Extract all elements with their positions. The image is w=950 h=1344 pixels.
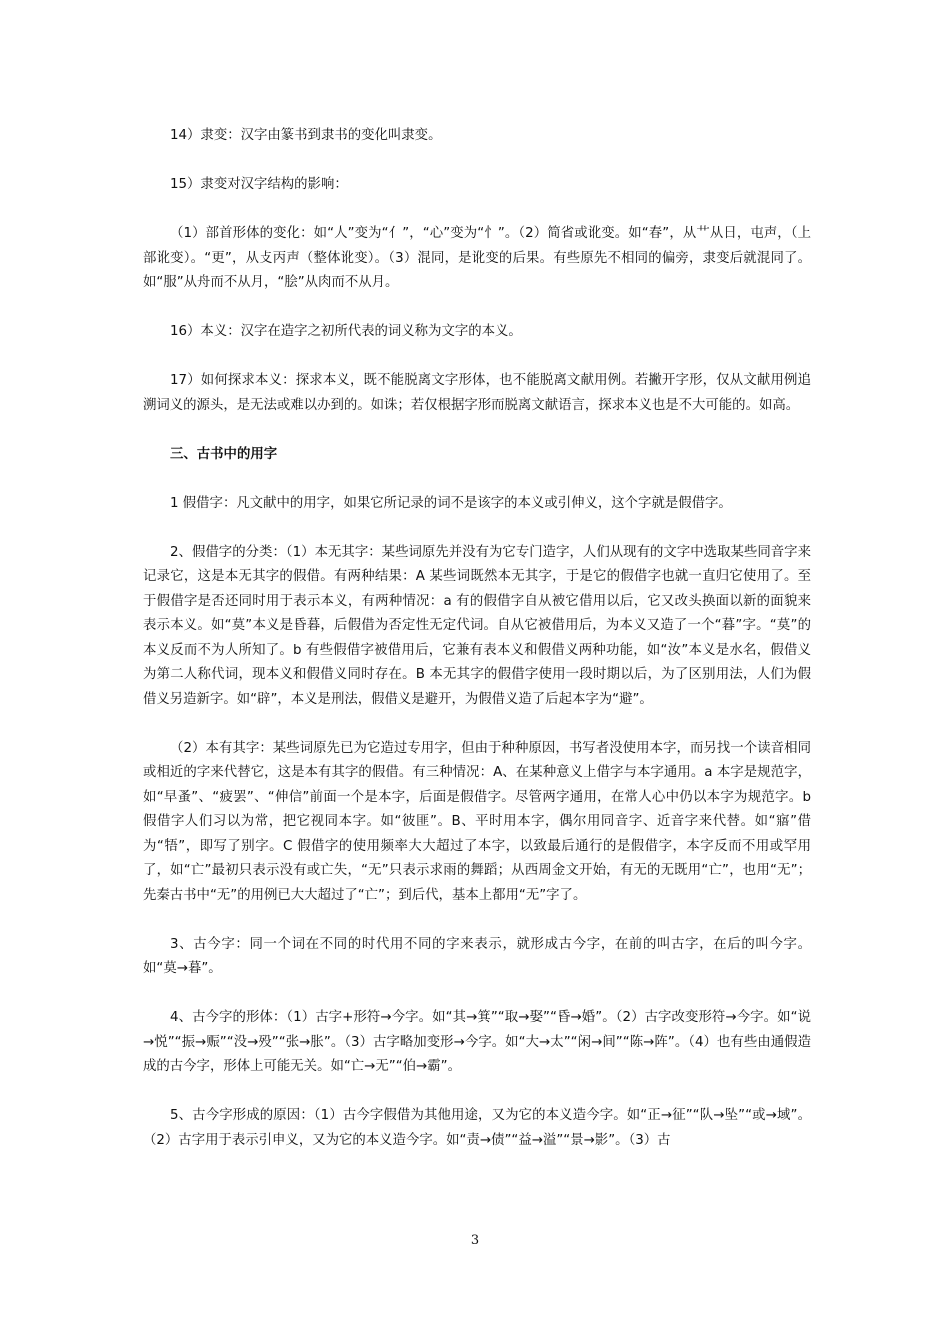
paragraph-14: 14）隶变：汉字由篆书到隶书的变化叫隶变。 <box>170 128 442 143</box>
page-body <box>143 124 811 1178</box>
paragraph-benyouqizi: （2）本有其字：某些词原先已为它造过专用字，但由于种种原因，书写者没使用本字，而另找一个读音相同或相近的字来代替它，这是本有其字的假借。有三种情况：A、在某种意义上借字与本字通用。a 本字是规范字，如“早蚤”、“疲罢”、“伸信”前面一个是本字，后面是假借字。尽管两字通用，在常人心中仍以本字为规范字。b 假借字人们习以为常，把它视同本字。如“彼匪”。B、平时用本字，偶尔用同音字、近音字来代替。如“寤”借为“牾”，即写了别字。C 假借字的使用频率大大超过了本字，以致最后通行的是假借字，本字反而不用或罕用了，如“亡”最初只表示没有或亡失，“无”只表示求雨的舞蹈；从西周金文开始，有无的无既用“亡”，也用“无”；先秦古书中“无”的用例已大大超过了“亡”；到后代，基本上都用“无”字了。 <box>143 740 811 903</box>
paragraph-jiajie-classification: 2、假借字的分类：（1）本无其字：某些词原先并没有为它专门造字，人们从现有的文字中选取某些同音字来记录它，这是本无其字的假借。有两种结果：A 某些词既然本无其字，于是它的假借字也就一直归它使用了。至于假借字是否还同时用于表示本义，有两种情况：a 有的假借字自从被它借用以后，它又改头换面以新的面貌来表示本义。如“莫”本义是昏暮，后假借为否定性无定代词。自从它被借用后，为本义又造了一个“暮”字。“莫”的本义反而不为人所知了。b 有些假借字被借用后，它兼有表本义和假借义两种功能，如“汝”本义是水名，假借义为第二人称代词，现本义和假借义同时存在。B 本无其字的假借字使用一段时期以后，为了区别用法，人们为假借义另造新字。如“辟”，本义是刑法，假借义是避开，为假借义造了后起本字为“避”。 <box>143 544 811 707</box>
paragraph-gujinzi-forms: 4、古今字的形体：（1）古字+形符→今字。如“其→箕”“取→娶”“昏→婚”。（2）古字改变形符→今字。如“说→悦”“振→赈”“没→殁”“张→胀”。（3）古字略加变形→今字。如“大→太”“闲→间”“陈→阵”。（4）也有些由通假造成的古今字，形体上可能无关。如“亡→无”“伯→霸”。 <box>143 1010 811 1074</box>
paragraph-17: 17）如何探求本义：探求本义，既不能脱离文字形体，也不能脱离文献用例。若撇开字形，仅从文献用例追溯词义的源头，是无法或难以办到的。如诛；若仅根据字形而脱离文献语言，探求本义也是不大可能的。如高。 <box>143 373 811 413</box>
paragraph-15: 15）隶变对汉字结构的影响： <box>170 177 348 192</box>
section-heading: 三、古书中的用字 <box>170 446 278 462</box>
paragraph-15-detail: （1）部首形体的变化：如“人”变为“亻”，“心”变为“忄”。（2）简省或讹变。如“春”，从艹从日，屯声，（上部讹变）。“更”，从攴丙声（整体讹变）。（3）混同，是讹变的后果。有些原先不相同的偏旁，隶变后就混同了。如“服”从舟而不从月，“脍”从肉而不从月。 <box>143 226 811 290</box>
paragraph-jiajie-definition: 1 假借字：凡文献中的用字，如果它所记录的词不是该字的本义或引伸义，这个字就是假借字。 <box>170 495 732 511</box>
paragraph-16: 16）本义：汉字在造字之初所代表的词义称为文字的本义。 <box>170 324 522 339</box>
paragraph-gujinzi-causes: 5、古今字形成的原因：（1）古今字假借为其他用途，又为它的本义造今字。如“正→征”“队→坠”“或→域”。（2）古字用于表示引申义，又为它的本义造今字。如“责→债”“益→溢”“景→影”。（3）古 <box>143 1108 811 1148</box>
paragraph-gujinzi: 3、古今字：同一个词在不同的时代用不同的字来表示，就形成古今字，在前的叫古字，在后的叫今字。如“莫→暮”。 <box>143 936 811 976</box>
page-number: 3 <box>470 1233 480 1248</box>
